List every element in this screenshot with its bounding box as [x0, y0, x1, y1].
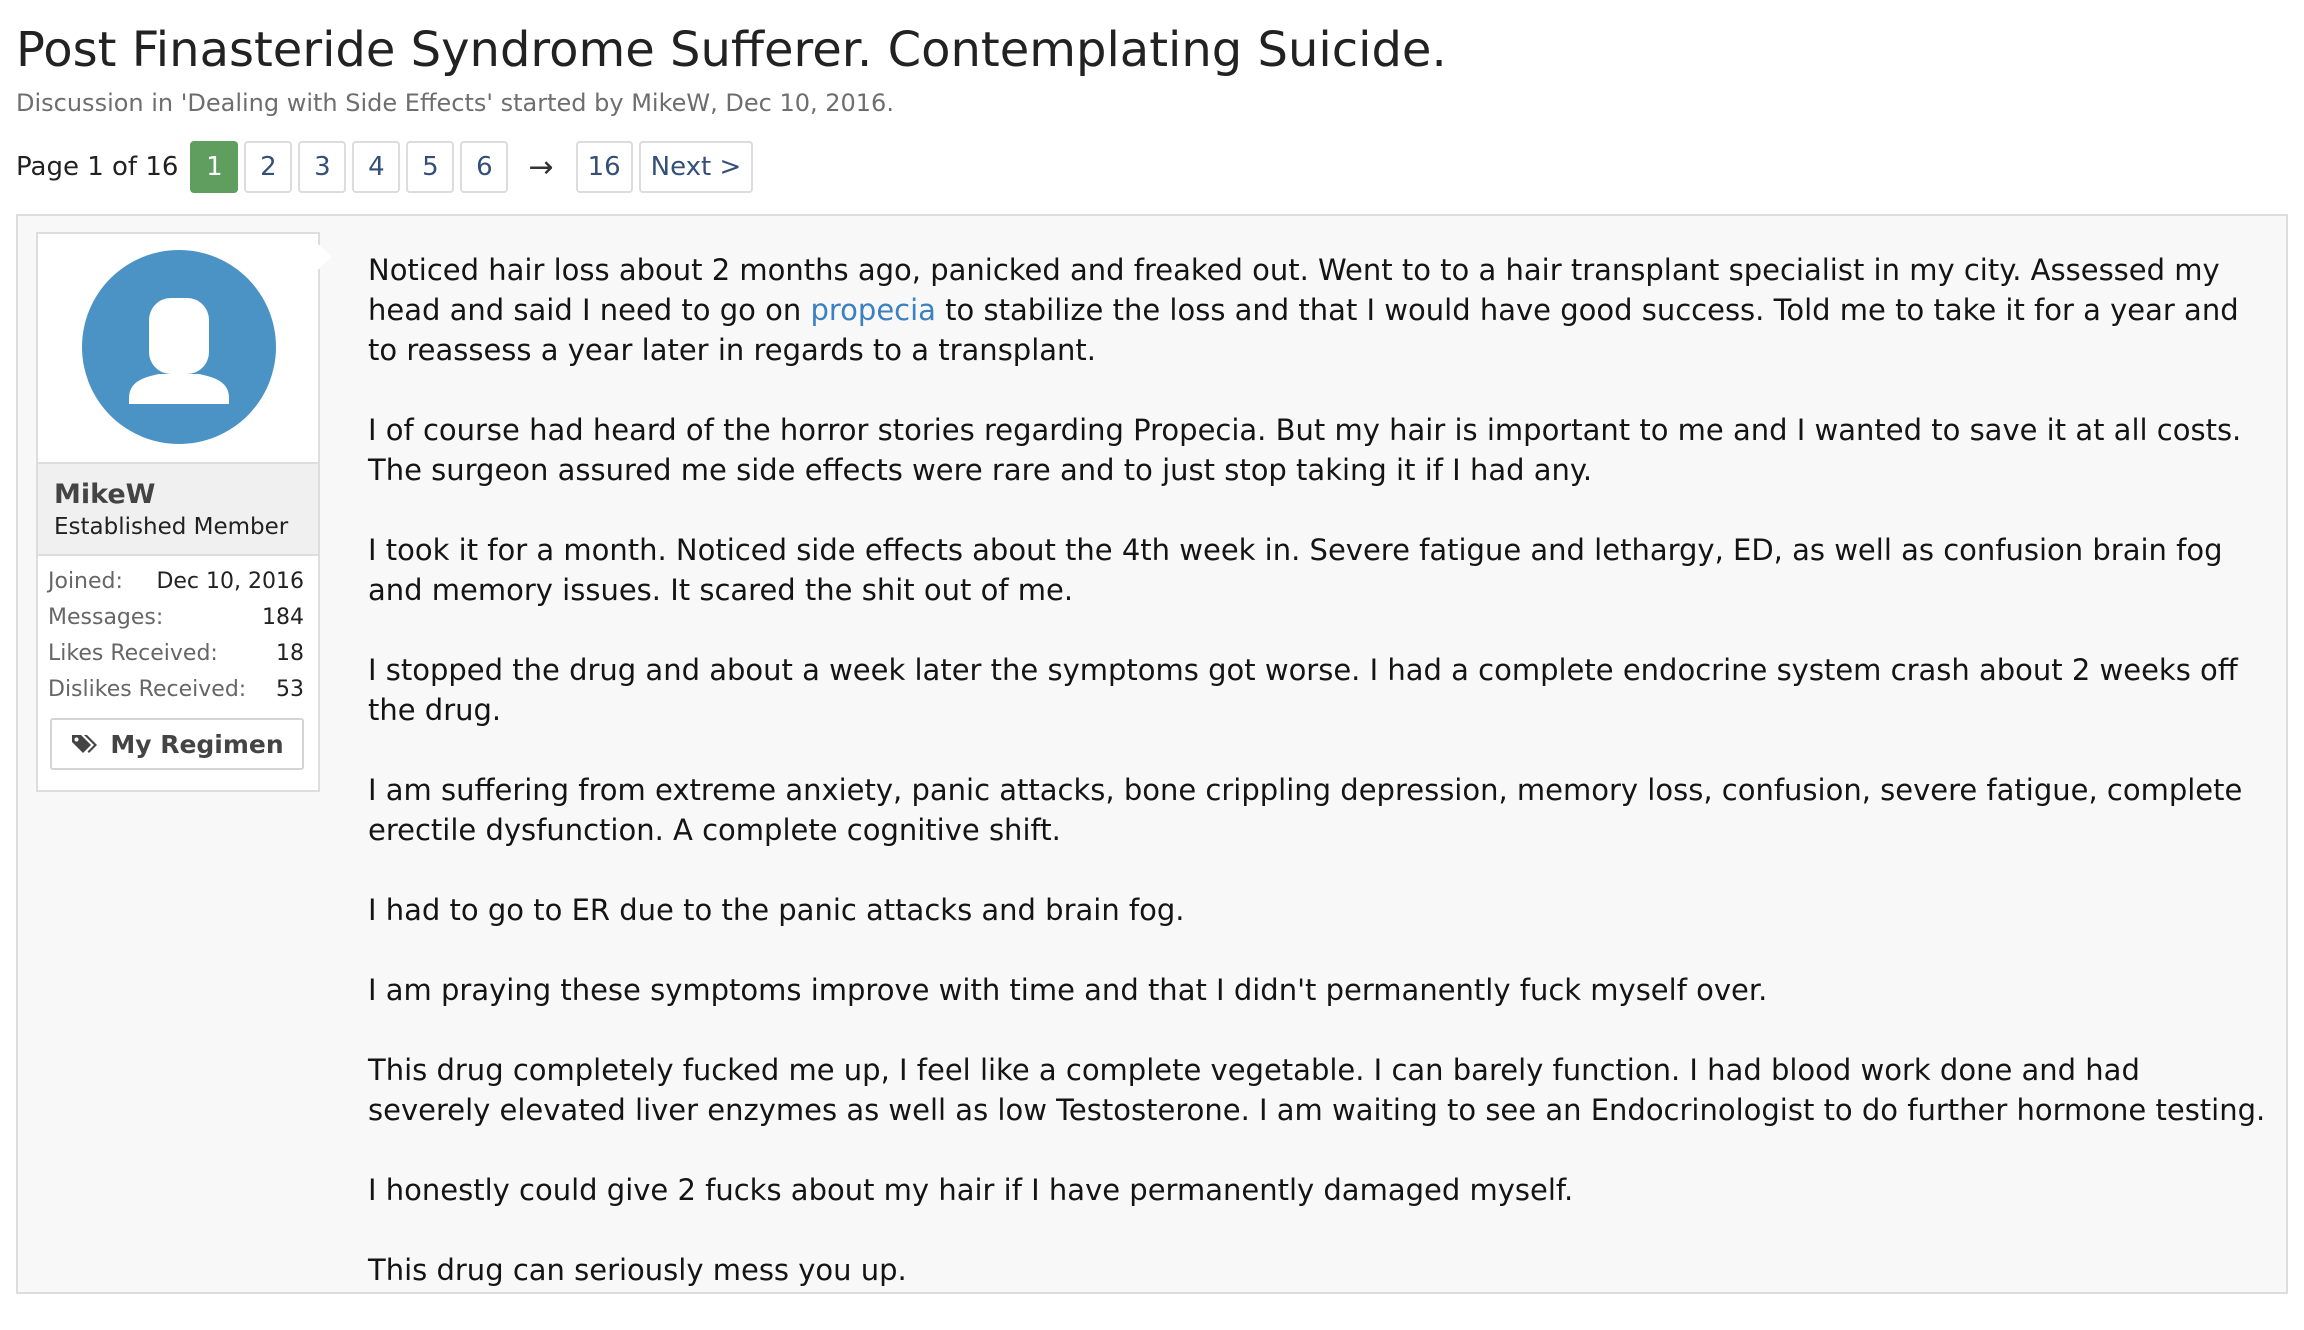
user-info-panel	[36, 232, 320, 792]
user-title: Established Member	[54, 514, 289, 540]
thread-meta: Discussion in 'Dealing with Side Effects' started by MikeW, Dec 10, 2016.	[16, 89, 894, 117]
my-regimen-button[interactable]	[50, 718, 304, 770]
post-paragraph: I am suffering from extreme anxiety, panic attacks, bone crippling depression, memory loss, confusion, severe fatigue, complete erectile dysfunction. A complete cognitive shift.	[368, 773, 2243, 847]
stat-dislikes	[48, 672, 304, 708]
username[interactable]: MikeW	[54, 479, 156, 510]
stat-label: Likes Received:	[48, 641, 218, 666]
thread-title: Post Finasteride Syndrome Sufferer. Contemplating Suicide.	[16, 22, 1447, 78]
page-button-3[interactable]: 3	[298, 141, 346, 193]
post-paragraph: I honestly could give 2 fucks about my hair if I have permanently damaged myself.	[368, 1173, 1574, 1207]
page-button-5[interactable]: 5	[406, 141, 454, 193]
post-paragraph	[368, 250, 2268, 370]
stat-likes	[48, 636, 304, 672]
post-container	[16, 214, 2288, 1294]
next-page-button[interactable]: Next >	[639, 141, 754, 193]
post-paragraph: I of course had heard of the horror stories regarding Propecia. But my hair is important to me and I wanted to save it at all costs. The surgeon assured me side effects were rare and to just stop taking it if I had any.	[368, 413, 2242, 487]
stat-value: 18	[276, 641, 304, 666]
page-button-current[interactable]: 1	[190, 141, 238, 193]
post-text: Noticed hair loss about 2 months ago, panicked and freaked out. Went to to a hair transplant specialist in my city. Assessed my head and said I need to go on	[368, 253, 2220, 327]
user-panel-arrow	[318, 244, 332, 270]
stat-messages	[48, 600, 304, 636]
stat-label: Messages:	[48, 605, 164, 630]
stat-label: Dislikes Received:	[48, 677, 247, 702]
message-body	[368, 250, 2268, 1330]
post-paragraph: This drug completely fucked me up, I feel like a complete vegetable. I can barely function. I had blood work done and had severely elevated liver enzymes as well as low Testosterone. I am waiting to see an Endocrinologist to do further hormone testing.	[368, 1053, 2266, 1127]
page-skip-arrow[interactable]: →	[528, 149, 554, 185]
post-paragraph: I took it for a month. Noticed side effects about the 4th week in. Severe fatigue and lethargy, ED, as well as confusion brain fog and memory issues. It scared the shit out of me.	[368, 533, 2223, 607]
stat-value: 53	[276, 677, 304, 702]
my-regimen-label: My Regimen	[110, 729, 284, 759]
post-text: to stabilize the loss and that I would have good success. Told me to take it for a year and to reassess a year later in regards to a transplant.	[368, 293, 2239, 367]
page-button-2[interactable]: 2	[244, 141, 292, 193]
post-paragraph: This drug can seriously mess you up.	[368, 1253, 907, 1287]
avatar[interactable]	[82, 250, 276, 444]
default-user-icon	[82, 250, 276, 444]
post-paragraph: I am praying these symptoms improve with time and that I didn't permanently fuck myself over.	[368, 973, 1768, 1007]
avatar-area	[38, 234, 318, 462]
stat-value[interactable]: 184	[262, 605, 304, 630]
user-name-block	[38, 462, 318, 556]
post-paragraph: I stopped the drug and about a week later the symptoms got worse. I had a complete endocrine system crash about 2 weeks off the drug.	[368, 653, 2238, 727]
post-paragraph: I had to go to ER due to the panic attacks and brain fog.	[368, 893, 1185, 927]
tags-icon	[70, 732, 100, 756]
stat-label: Joined:	[48, 569, 123, 594]
page-button-last[interactable]: 16	[576, 141, 633, 193]
page-button-4[interactable]: 4	[352, 141, 400, 193]
page-button-6[interactable]: 6	[460, 141, 508, 193]
page-label: Page 1 of 16	[16, 152, 179, 182]
user-stats	[38, 556, 318, 708]
stat-value: Dec 10, 2016	[156, 569, 304, 594]
propecia-link[interactable]: propecia	[810, 293, 936, 327]
pagination	[16, 140, 753, 194]
stat-joined	[48, 564, 304, 600]
